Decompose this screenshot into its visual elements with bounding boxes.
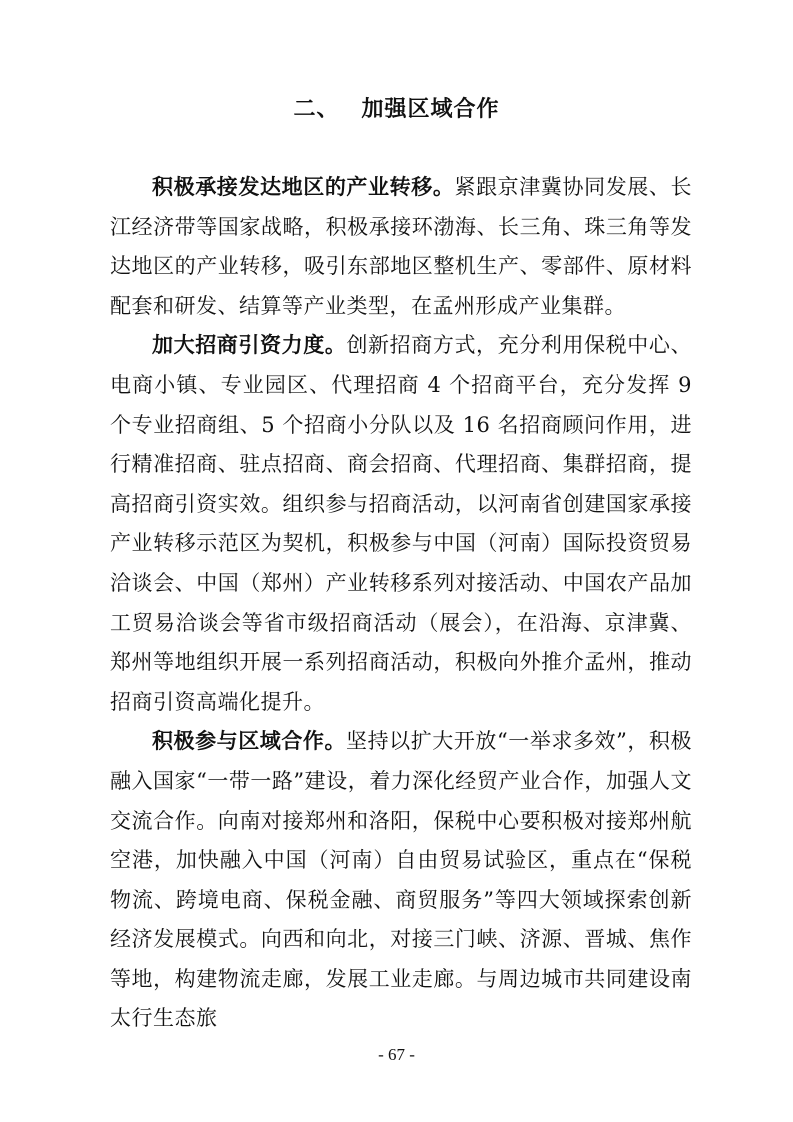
paragraph-lead: 加大招商引资力度。 bbox=[152, 333, 347, 358]
paragraph-regional-cooperation bbox=[110, 722, 692, 1039]
paragraph-industry-transfer bbox=[110, 168, 692, 326]
paragraph-text: 紧跟京津冀协同发展、长江经济带等国家战略，积极承接环渤海、长三角、珠三角等发达地区的产业转移，吸引东部地区整机生产、零部件、原材料配套和研发、结算等产业类型，在孟州形成产业集群。 bbox=[110, 175, 693, 318]
page-number: - 67 - bbox=[378, 1045, 415, 1064]
section-heading bbox=[0, 92, 793, 128]
paragraph-text: 坚持以扩大开放“一举求多效”，积极融入国家“一带一路”建设，着力深化经贸产业合作，加强人文交流合作。向南对接郑州和洛阳，保税中心要积极对接郑州航空港，加快融入中国（河南）自由贸易试验区，重点在“保税物流、跨境电商、保税金融、商贸服务”等四大领域探索创新经济发展模式。向西和向北，对接三门峡、济源、晋城、焦作等地，构建物流走廊，发展工业走廊。与周边城市共同建设南太行生态旅 bbox=[110, 729, 692, 1031]
body-text bbox=[110, 168, 692, 1039]
section-number: 二、 bbox=[293, 97, 340, 122]
paragraph-investment-promotion bbox=[110, 326, 692, 722]
section-title: 加强区域合作 bbox=[361, 97, 500, 122]
paragraph-lead: 积极承接发达地区的产业转移。 bbox=[152, 175, 455, 199]
paragraph-text: 创新招商方式，充分利用保税中心、电商小镇、专业园区、代理招商 4 个招商平台，充分发挥 9 个专业招商组、5 个招商小分队以及 16 名招商顾问作用，进行精准招商、驻点招商、商会招商、代理招商、集群招商，提高招商引资实效。组织参与招商活动，以河南省创建国家承接产业转移示范区为契机，积极参与中国（河南）国际投资贸易洽谈会、中国（郑州）产业转移系列对接活动、中国农产品加工贸易洽谈会等省市级招商活动（展会），在沿海、京津冀、郑州等地组织开展一系列招商活动，积极向外推介孟州，推动招商引资高端化提升。 bbox=[110, 333, 692, 714]
paragraph-lead: 积极参与区域合作。 bbox=[152, 729, 347, 754]
